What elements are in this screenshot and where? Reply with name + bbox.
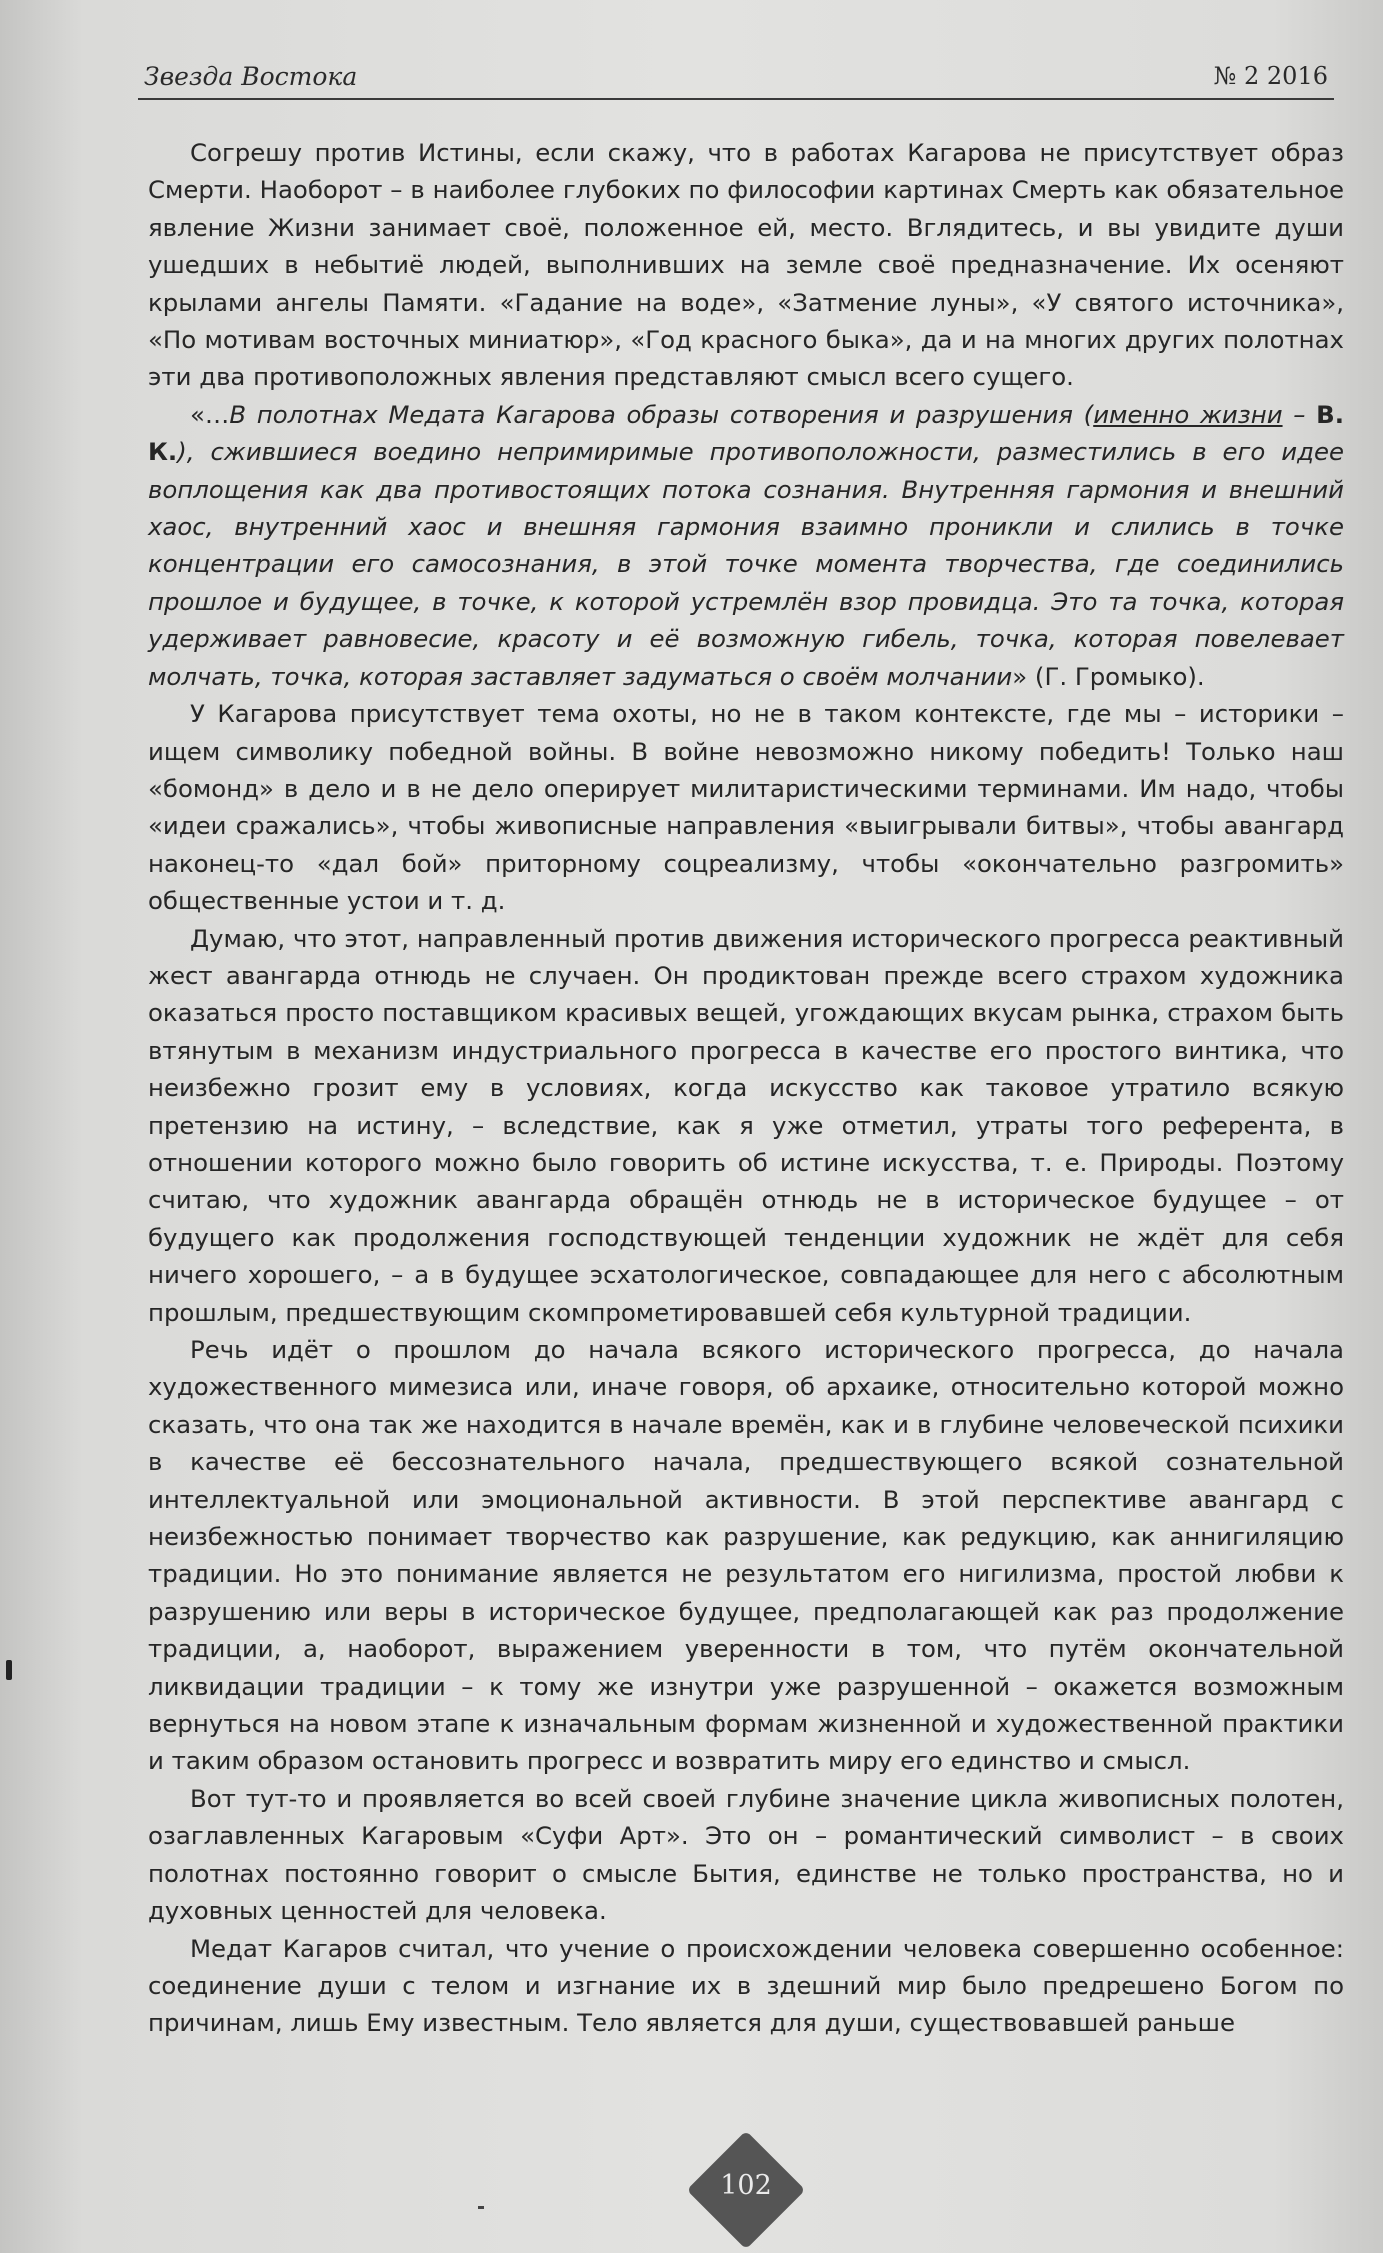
- quote-attribution: » (Г. Громыко).: [1012, 661, 1205, 691]
- page-number: 102: [720, 2170, 772, 2201]
- print-speck: [478, 2206, 484, 2209]
- paragraph-5: Речь идёт о прошлом до начала всякого исторического прогресса, до начала художественного мимезиса или, иначе говоря, об архаике, относительно которой можно сказать, что она так же находится в начале времён, как и в глубине человеческой психики в качестве её бессознательного начала, предшествующего всякой сознательной интеллектуальной или эмоциональной активности. В этой перспективе авангард с неизбежностью понимает творчество как разрушение, как редукцию, как аннигиляцию традиции. Но это понимание является не результатом его нигилизма, простой любви к разрушению или веры в историческое будущее, предполагающей как раз продолжение традиции, а, наоборот, выражением уверенности в том, что путём окончательной ликвидации традиции – к тому же изнутри уже разрушенной – окажется возможным вернуться на новом этапе к изначальным формам жизненной и художественной практики и таким образом остановить прогресс и возвратить миру его единство и смысл.: [148, 1335, 1344, 1776]
- paragraph-2-quote: [148, 396, 1344, 695]
- author-initials: В. К.: [148, 399, 1345, 467]
- article-body: [148, 134, 1344, 2042]
- journal-title: Звезда Востока: [144, 62, 358, 91]
- paragraph-7: Медат Кагаров считал, что учение о происхождении человека совершенно особенное: соединение души с телом и изгнание их в здешний мир было предрешено Богом по причинам, лишь Ему известным. Тело является для души, существовавшей раньше: [148, 1933, 1344, 2038]
- quote-italic-part-1: В полотнах Медата Кагарова образы сотворения и разрушения (: [229, 399, 1094, 429]
- issue-number: № 2 2016: [1213, 62, 1328, 90]
- paragraph-4: Думаю, что этот, направленный против движения исторического прогресса реактивный жест авангарда отнюдь не случаен. Он продиктован прежде всего страхом художника оказаться просто поставщиком красивых вещей, угождающих вкусам рынка, страхом быть втянутым в механизм индустриального прогресса в качестве его простого винтика, что неизбежно грозит ему в условиях, когда искусство как таковое утратило всякую претензию на истину, – вследствие, как я уже отметил, утраты того референта, в отношении которого можно было говорить об истине искусства, т. е. Природы. Поэтому считаю, что художник авангарда обращён отнюдь не в историческое будущее – от будущего как продолжения господствующей тенденции художник не ждёт для себя ничего хорошего, – а в будущее эсхатологическое, совпадающее для него с абсолютным прошлым, предшествующим скомпрометировавшей себя культурной традиции.: [148, 923, 1344, 1327]
- paragraph-6: Вот тут-то и проявляется во всей своей глубине значение цикла живописных полотен, озаглавленных Кагаровым «Суфи Арт». Это он – романтический символист – в своих полотнах постоянно говорит о смысле Бытия, единстве не только пространства, но и духовных ценностей для человека.: [148, 1783, 1344, 1926]
- quote-dash: –: [1282, 399, 1317, 429]
- running-header: [138, 58, 1334, 100]
- paragraph-3: У Кагарова присутствует тема охоты, но не в таком контексте, где мы – историки – ищем символику победной войны. В войне невозможно никому победить! Только наш «бомонд» в дело и в не дело оперирует милитаристическими терминами. Им надо, чтобы «идеи сражались», чтобы живописные направления «выигрывали битвы», чтобы авангард наконец-то «дал бой» приторному соцреализму, чтобы «окончательно разгромить» общественные устои и т. д.: [148, 699, 1344, 916]
- quote-open: «…: [190, 399, 230, 429]
- quote-underlined: именно жизни: [1093, 399, 1283, 429]
- quote-italic-part-2: ), сжившиеся воедино непримиримые противоположности, разместились в его идее воплощения как два противостоящих потока сознания. Внутренняя гармония и внешний хаос, внутренний хаос и внешняя гармония взаимно проникли и слились в точке концентрации его самосознания, в этой точке момента творчества, где соединились прошлое и будущее, в точке, к которой устремлён взор провидца. Это та точка, которая удерживает равновесие, красоту и её возможную гибель, точка, которая повелевает молчать, точка, которая заставляет задуматься о своём молчании: [148, 437, 1344, 691]
- paragraph-1: Согрешу против Истины, если скажу, что в работах Кагарова не присутствует образ Смерти. Наоборот – в наиболее глубоких по философии картинах Смерть как обязательное явление Жизни занимает своё, положенное ей, место. Вглядитесь, и вы увидите души ушедших в небытиё людей, выполнивших на земле своё предназначение. Их осеняют крылами ангелы Памяти. «Гадание на воде», «Затмение луны», «У святого источника», «По мотивам восточных миниатюр», «Год красного быка», да и на многих других полотнах эти два противоположных явления представляют смысл всего сущего.: [148, 138, 1344, 392]
- margin-ink-mark: [6, 1660, 12, 1680]
